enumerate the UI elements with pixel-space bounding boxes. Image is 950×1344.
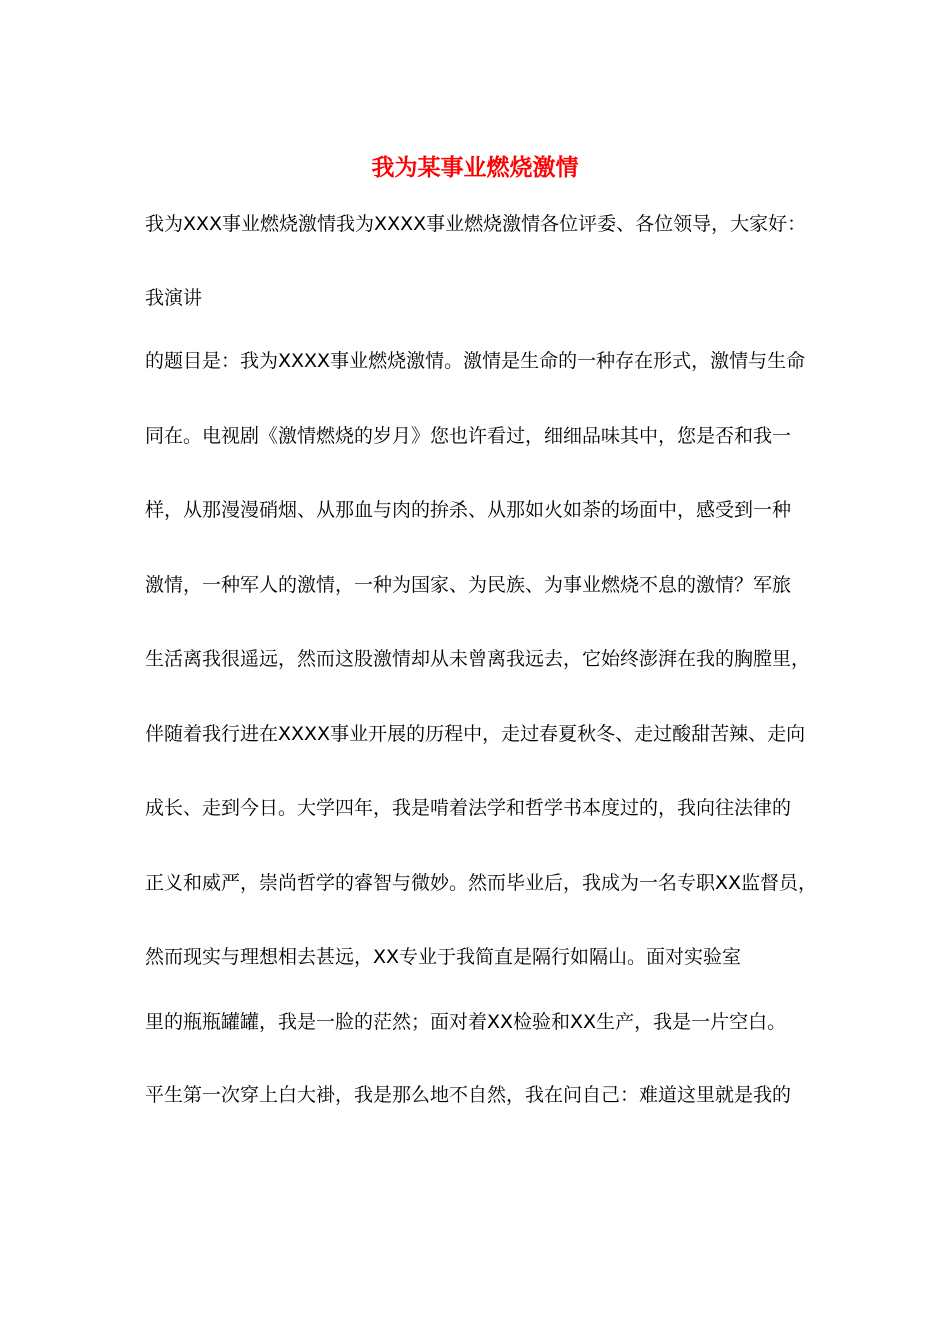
document-title: 我为某事业燃烧激情 — [371, 154, 579, 181]
paragraph-line: 我为XXX事业燃烧激情我为XXXX事业燃烧激情各位评委、各位领导，大家好： — [145, 213, 807, 235]
paragraph-line: 我演讲 — [145, 287, 203, 309]
paragraph-line: 里的瓶瓶罐罐，我是一脸的茫然；面对着XX检验和XX生产，我是一片空白。 — [145, 1011, 787, 1033]
paragraph-line: 生活离我很遥远，然而这股激情却从未曾离我远去，它始终澎湃在我的胸膛里， — [145, 648, 811, 670]
paragraph-line: 正义和威严，崇尚哲学的睿智与微妙。然而毕业后，我成为一名专职XX监督员， — [145, 872, 818, 894]
paragraph-line: 的题目是：我为XXXX事业燃烧激情。激情是生命的一种存在形式，激情与生命 — [145, 350, 806, 372]
paragraph-line: 激情，一种军人的激情，一种为国家、为民族、为事业燃烧不息的激情？军旅 — [145, 574, 792, 596]
paragraph-line: 样，从那漫漫硝烟、从那血与肉的拚杀、从那如火如荼的场面中，感受到一种 — [145, 499, 792, 521]
paragraph-line: 伴随着我行进在XXXX事业开展的历程中，走过春夏秋冬、走过酸甜苦辣、走向 — [145, 723, 806, 745]
paragraph-line: 平生第一次穿上白大褂，我是那么地不自然，我在问自己：难道这里就是我的 — [145, 1084, 792, 1106]
paragraph-line: 成长、走到今日。大学四年，我是啃着法学和哲学书本度过的，我向往法律的 — [145, 797, 792, 819]
paragraph-line: 然而现实与理想相去甚远，XX专业于我简直是隔行如隔山。面对实验室 — [145, 946, 742, 968]
paragraph-line: 同在。电视剧《激情燃烧的岁月》您也许看过，细细品味其中，您是否和我一 — [145, 425, 792, 447]
